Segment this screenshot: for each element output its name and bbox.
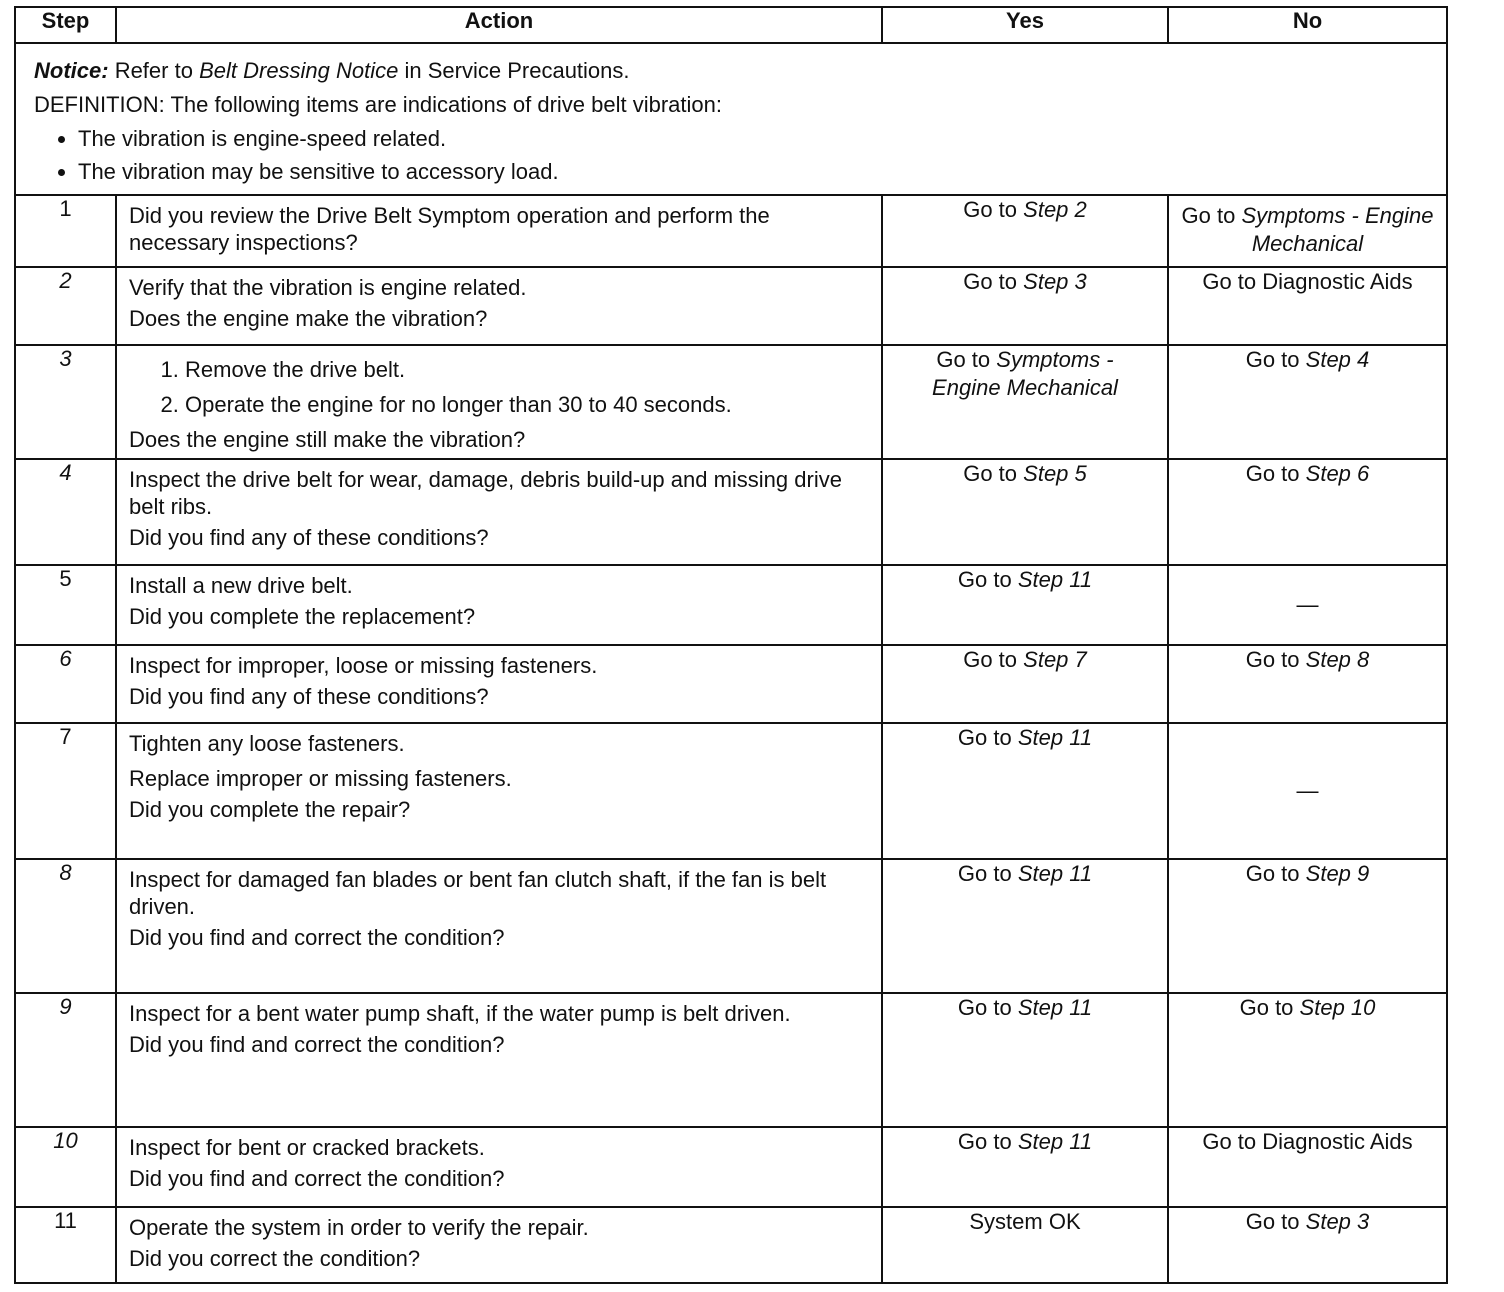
go-to-text: Go to [963,197,1018,222]
definition-bullet: • The vibration may be sensitive to accessory load. [78,155,1428,188]
yes-cell [882,859,1168,993]
yes-cell [882,723,1168,859]
table-row [15,345,1447,459]
header-yes: Yes [882,7,1168,43]
no-cell [1168,1207,1447,1283]
go-to-text: Go to [963,461,1018,486]
yes-cell [882,993,1168,1127]
table-row [15,267,1447,345]
no-cell [1168,723,1447,859]
yes-cell: System OK [882,1207,1168,1283]
go-to-text: Go to [963,269,1018,294]
definition-bullet: • The vibration is engine-speed related. [78,122,1428,155]
action-question: Does the engine make the vibration? [129,306,488,331]
table-row [15,1207,1447,1283]
yes-reference: Step 11 [1017,1129,1093,1154]
no-cell [1168,993,1447,1127]
yes-reference: Step 11 [1017,861,1093,886]
no-dash: — [1296,592,1319,617]
step-number: 7 [15,723,116,859]
step-number: 5 [15,565,116,645]
go-to-text: Go to [1245,861,1300,886]
action-question: Did you find and correct the condition? [129,1032,505,1057]
no-cell [1168,859,1447,993]
no-cell [1168,565,1447,645]
action-question: Did you find and correct the condition? [129,1166,505,1191]
yes-reference: Step 11 [1017,725,1093,750]
action-question: Did you complete the replacement? [129,604,476,629]
action-question: Does the engine still make the vibration? [129,427,526,452]
action-question: Did you find any of these conditions? [129,525,489,550]
header-no: No [1168,7,1447,43]
diagnostic-table [14,6,1448,1284]
action-step: 1. Remove the drive belt. [185,352,869,387]
notice-line [34,54,1428,88]
action-question: Did you find and correct the condition? [129,925,505,950]
action-text: Tighten any loose fasteners. [129,731,405,756]
go-to-text: Go to [957,725,1012,750]
go-to-text: Go to [936,347,991,372]
header-step: Step [15,7,116,43]
go-to-text: Go to [1245,1209,1300,1234]
yes-reference: Step 11 [1017,995,1093,1020]
go-to-text: Go to [1239,995,1294,1020]
step-number: 10 [53,1128,78,1153]
go-to-text: Go to [1245,461,1300,486]
go-to-text: Go to [957,861,1012,886]
go-to-text: Go to [1245,347,1300,372]
yes-cell [882,459,1168,565]
table-row [15,993,1447,1127]
step-number: 6 [59,646,72,671]
step-number: 4 [59,460,72,485]
action-text: Inspect for damaged fan blades or bent fan clutch shaft, if the fan is belt driven. [129,867,827,919]
table-row [15,723,1447,859]
notice-row [15,43,1447,195]
yes-reference: Symptoms - [996,347,1114,372]
action-text: Inspect for bent or cracked brackets. [129,1135,485,1160]
table-row [15,1127,1447,1207]
go-to-text: Go to [957,567,1012,592]
no-cell: Go to Diagnostic Aids [1168,267,1447,345]
yes-reference: Step 3 [1023,269,1087,294]
definition-text: DEFINITION: The following items are indications of drive belt vibration: [34,92,722,117]
go-to-text: Go to [963,647,1018,672]
notice-reference: Belt Dressing Notice [199,58,399,83]
no-reference: Step 6 [1305,461,1370,486]
yes-reference: Step 11 [1017,567,1093,592]
yes-reference: Step 5 [1023,461,1087,486]
notice-label: Notice: [34,58,109,83]
no-reference: Step 3 [1305,1209,1370,1234]
action-question: Did you complete the repair? [129,797,411,822]
table-row [15,459,1447,565]
yes-cell [882,1127,1168,1207]
header-action: Action [116,7,882,43]
no-reference: Step 4 [1305,347,1370,372]
action-text: Did you review the Drive Belt Symptom operation and perform the necessary inspections? [129,203,770,255]
step-number: 3 [59,346,72,371]
yes-reference: Step 7 [1023,647,1087,672]
action-text: Replace improper or missing fasteners. [129,766,512,791]
notice-text-a: Refer to [114,58,193,83]
no-cell [1168,459,1447,565]
yes-cell [882,267,1168,345]
step-number: 1 [15,195,116,267]
go-to-text: Go to [957,995,1012,1020]
table-row [15,565,1447,645]
step-number: 2 [59,268,72,293]
yes-cell [882,565,1168,645]
step-number: 11 [15,1207,116,1283]
go-to-text: Go to [1245,647,1300,672]
action-text: Inspect the drive belt for wear, damage, debris build-up and missing drive belt ribs. [129,467,842,519]
no-reference: Step 10 [1299,995,1376,1020]
action-text: Verify that the vibration is engine related. [129,275,527,300]
step-number: 8 [59,860,72,885]
yes-cell [882,195,1168,267]
no-cell [1168,645,1447,723]
action-question: Did you find any of these conditions? [129,684,489,709]
notice-block [16,44,1446,194]
no-reference: Step 9 [1305,861,1370,886]
yes-cell [882,345,1168,459]
header-row [15,7,1447,43]
action-question: Did you correct the condition? [129,1246,421,1271]
table-row [15,645,1447,723]
action-text: Install a new drive belt. [129,573,353,598]
go-to-text: Go to [957,1129,1012,1154]
no-cell [1168,195,1447,267]
no-dash: — [1296,778,1319,803]
notice-text-b: in Service Precautions. [404,58,630,83]
action-text: Operate the system in order to verify the repair. [129,1215,589,1240]
definition-list [34,122,1428,188]
no-cell: Go to Diagnostic Aids [1168,1127,1447,1207]
no-reference: Step 8 [1305,647,1370,672]
table-row [15,195,1447,267]
go-to-text: Go to [1181,203,1236,228]
no-reference: Symptoms - Engine Mechanical [1241,203,1434,256]
no-cell [1168,345,1447,459]
table-row [15,859,1447,993]
action-step: 2. Operate the engine for no longer than 30 to 40 seconds. [185,387,869,422]
action-text: Inspect for a bent water pump shaft, if the water pump is belt driven. [129,1001,791,1026]
action-steps [129,352,869,422]
step-number: 9 [59,994,72,1019]
yes-reference: Engine Mechanical [932,375,1118,400]
yes-cell [882,645,1168,723]
yes-reference: Step 2 [1023,197,1087,222]
action-text: Inspect for improper, loose or missing fasteners. [129,653,598,678]
